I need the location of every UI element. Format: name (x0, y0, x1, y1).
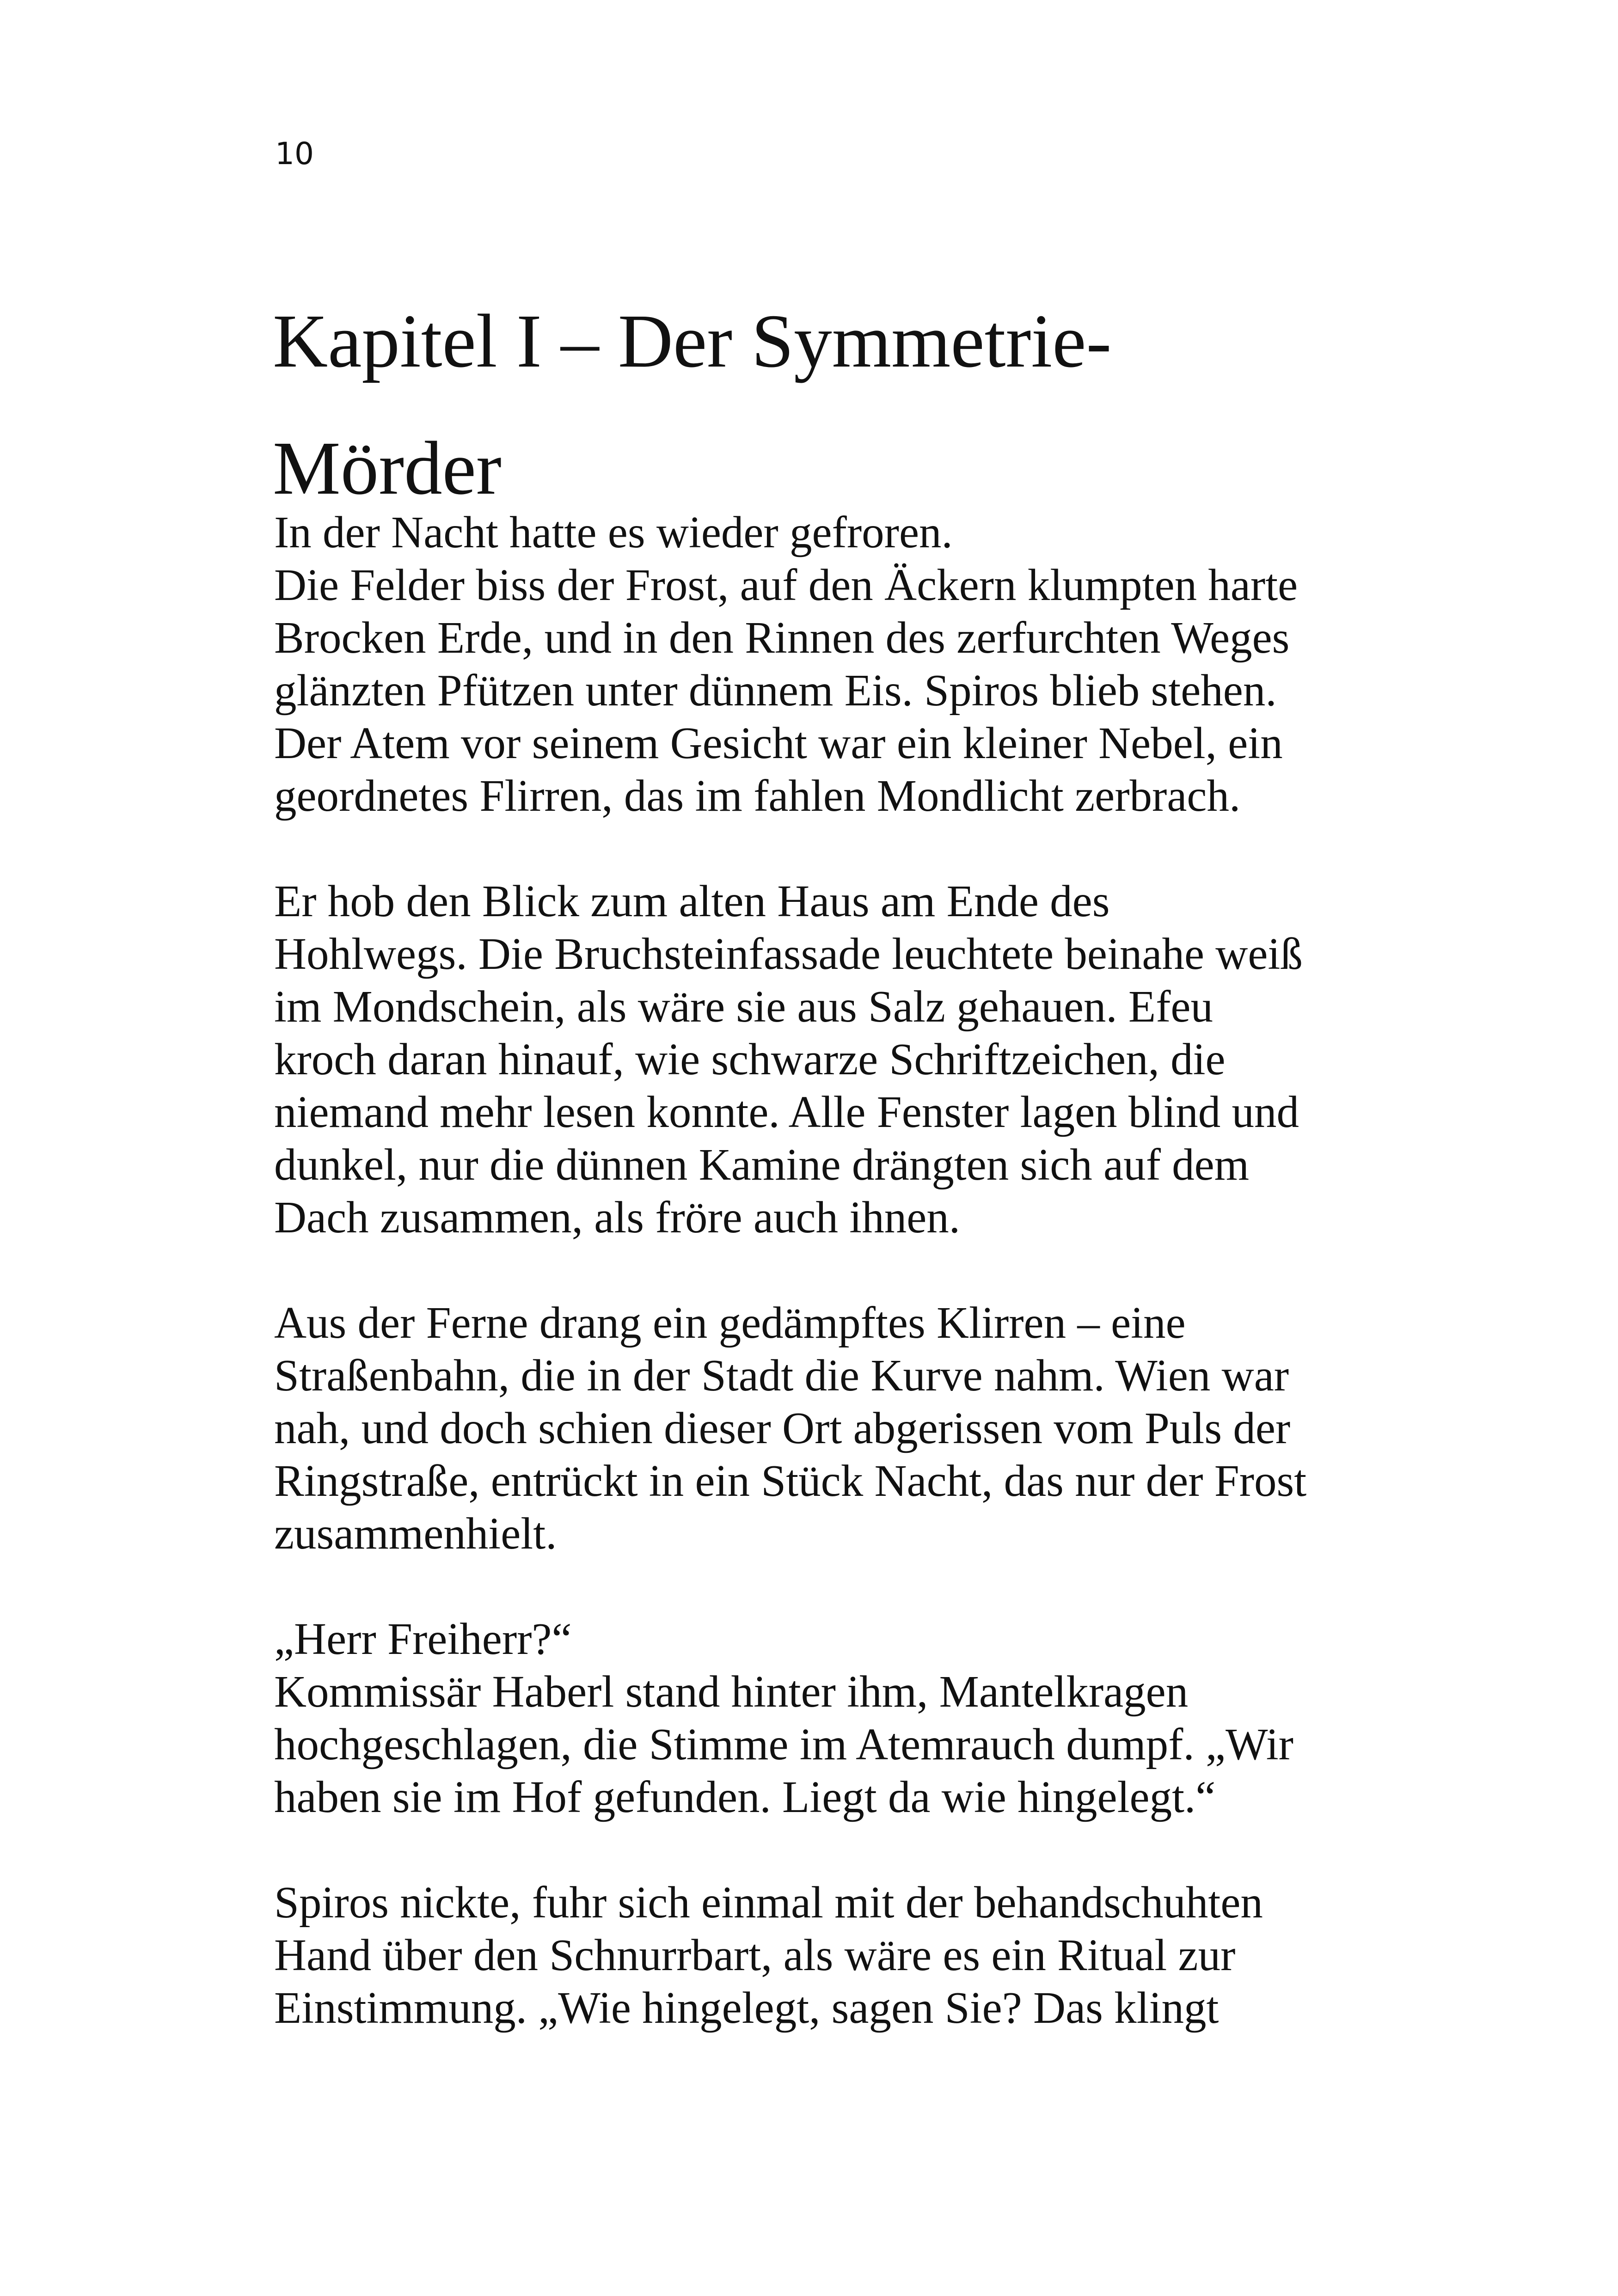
text-line: im Mondschein, als wäre sie aus Salz gehauen. Efeu (274, 982, 1213, 1031)
text-line: Dach zusammen, als fröre auch ihnen. (274, 1193, 961, 1242)
body-text (274, 506, 1476, 2087)
text-line: hochgeschlagen, die Stimme im Atemrauch dumpf. „Wir (274, 1720, 1293, 1769)
text-line: zusammenhielt. (274, 1509, 557, 1558)
text-line: Brocken Erde, und in den Rinnen des zerfurchten Weges (274, 613, 1290, 662)
text-line: Aus der Ferne drang ein gedämpftes Klirren – eine (274, 1298, 1186, 1347)
chapter-title (273, 277, 1521, 532)
chapter-title-line: Kapitel I – Der Symmetrie- (273, 299, 1112, 383)
paragraph (274, 875, 1476, 1244)
text-line: haben sie im Hof gefunden. Liegt da wie hingelegt.“ (274, 1772, 1216, 1822)
text-line: dunkel, nur die dünnen Kamine drängten sich auf dem (274, 1140, 1250, 1189)
paragraph (274, 1876, 1476, 2034)
page-number: 10 (275, 136, 314, 171)
text-line: nah, und doch schien dieser Ort abgerissen vom Puls der (274, 1403, 1291, 1453)
text-line: geordnetes Flirren, das im fahlen Mondlicht zerbrach. (274, 771, 1241, 820)
paragraph (274, 1297, 1476, 1560)
text-line: kroch daran hinauf, wie schwarze Schriftzeichen, die (274, 1035, 1226, 1084)
text-line: Hohlwegs. Die Bruchsteinfassade leuchtete beinahe weiß (274, 929, 1303, 979)
text-line: In der Nacht hatte es wieder gefroren. (274, 508, 953, 557)
text-line: Straßenbahn, die in der Stadt die Kurve nahm. Wien war (274, 1351, 1289, 1400)
text-line: Kommissär Haberl stand hinter ihm, Mantelkragen (274, 1667, 1189, 1716)
text-line: „Herr Freiherr?“ (274, 1614, 572, 1664)
paragraph (274, 506, 1476, 822)
text-line: glänzten Pfützen unter dünnem Eis. Spiros blieb stehen. (274, 666, 1277, 715)
text-line: Ringstraße, entrückt in ein Stück Nacht, das nur der Frost (274, 1456, 1307, 1506)
text-line: Der Atem vor seinem Gesicht war ein kleiner Nebel, ein (274, 718, 1283, 768)
text-line: Er hob den Blick zum alten Haus am Ende des (274, 876, 1110, 926)
text-line: Die Felder biss der Frost, auf den Äckern klumpten harte (274, 560, 1298, 610)
text-line: Hand über den Schnurrbart, als wäre es ein Ritual zur (274, 1930, 1236, 1980)
text-line: Spiros nickte, fuhr sich einmal mit der behandschuhten (274, 1878, 1263, 1927)
chapter-title-line: Mörder (273, 426, 502, 510)
paragraph (274, 1613, 1476, 1824)
text-line: niemand mehr lesen konnte. Alle Fenster lagen blind und (274, 1087, 1299, 1137)
text-line: Einstimmung. „Wie hingelegt, sagen Sie? Das klingt (274, 1983, 1219, 2033)
